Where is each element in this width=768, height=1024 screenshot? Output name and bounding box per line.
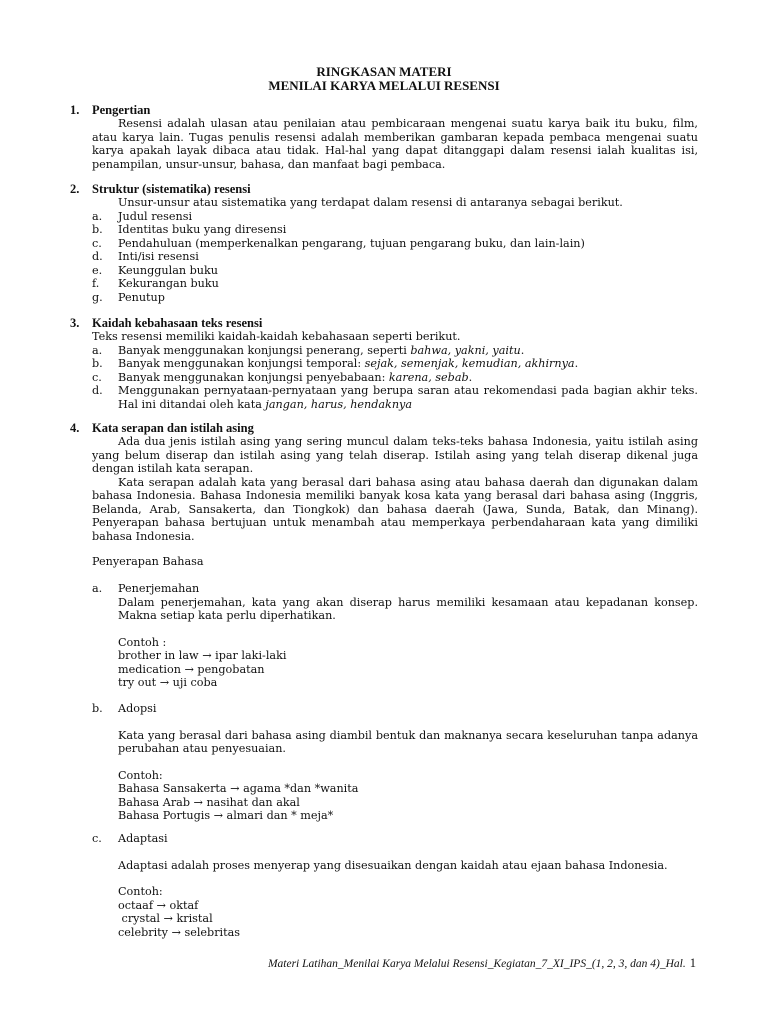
section-pengertian [70, 103, 698, 171]
example-item: Bahasa Portugis → almari dan * meja* [118, 809, 334, 822]
section-heading: 4. Kata serapan dan istilah asing [70, 421, 254, 435]
example-item: celebrity → selebritas [118, 925, 241, 939]
page-footer [268, 956, 696, 971]
list-item: c. Banyak menggunakan konjungsi penyebabaan: karena, sebab. [92, 370, 473, 384]
list-item: d. Inti/isi resensi [92, 250, 199, 263]
document-title: RINGKASAN MATERI [316, 64, 452, 79]
subsection-heading: c. Adaptasi [92, 832, 168, 845]
list-item: a. Banyak menggunakan konjungsi penerang, seperti bahwa, yakni, yaitu. [92, 343, 525, 357]
subsection-adaptasi [92, 832, 698, 939]
penyerapan-heading: Penyerapan Bahasa [92, 555, 204, 568]
section-paragraph: Resensi adalah ulasan atau penilaian atau pembicaraan mengenai suatu karya baik itu buku, film, atau karya lain. Tugas penulis resensi adalah memberikan gambaran kepada pembaca mengenai suatu karya apakah layak dibaca atau tidak. Hal-hal yang dapat ditanggapi dalam resensi ialah kualitas isi, penampilan, unsur-unsur, bahasa, dan manfaat bagi pembaca. [92, 117, 698, 171]
list-item: b. Banyak menggunakan konjungsi temporal: sejak, semenjak, kemudian, akhirnya. [92, 357, 579, 370]
example-item: crystal → kristal [118, 912, 213, 925]
footer-text: Materi Latihan_Menilai Karya Melalui Resensi_Kegiatan_7_XI_IPS_(1, 2, 3, dan 4)_Hal. [267, 958, 686, 970]
list-item: f. Kekurangan buku [92, 277, 219, 290]
example-label: Contoh : [118, 635, 167, 649]
list-item: d. Menggunakan pernyataan-pernyataan yang berupa saran atau rekomendasi pada bagian akhir teks. Hal ini ditandai oleh kata jangan, harus, hendaknya [92, 384, 698, 411]
section-heading: 2. Struktur (sistematika) resensi [70, 182, 251, 196]
section-kata-serapan [70, 421, 698, 543]
list-item: e. Keunggulan buku [92, 263, 218, 277]
example-item: Bahasa Sansakerta → agama *dan *wanita [118, 782, 359, 795]
section-kaidah [70, 316, 698, 411]
list-item: c. Pendahuluan (memperkenalkan pengarang, tujuan pengarang buku, dan lain-lain) [92, 236, 585, 250]
section-intro: Unsur-unsur atau sistematika yang terdapat dalam resensi di antaranya sebagai berikut. [118, 196, 623, 209]
example-item: Bahasa Arab → nasihat dan akal [118, 795, 300, 809]
document-subtitle: MENILAI KARYA MELALUI RESENSI [268, 78, 500, 93]
example-item: try out → uji coba [118, 676, 218, 689]
example-label: Contoh: [118, 885, 163, 898]
subsection-heading: b. Adopsi [92, 702, 157, 715]
example-item: brother in law → ipar laki-laki [118, 649, 287, 662]
section-paragraph: Kata serapan adalah kata yang berasal dari bahasa asing atau bahasa daerah dan digunakan dalam bahasa Indonesia. Bahasa Indonesia memiliki banyak kosa kata yang berasal dari bahasa asing (Inggris, Belanda, Arab, Sansakerta, dan Tiongkok) dan bahasa daerah (Jawa, Sunda, Batak, dan Minang). Penyerapan bahasa bertujuan untuk menambah atau memperkaya perbendaharaan kata yang dimiliki bahasa Indonesia. [92, 475, 698, 543]
example-label: Contoh: [118, 768, 163, 782]
section-struktur [70, 182, 698, 304]
subsection-heading: a. Penerjemahan [92, 582, 200, 595]
subsection-description: Adaptasi adalah proses menyerap yang disesuaikan dengan kaidah atau ejaan bahasa Indonesia. [118, 858, 668, 872]
subsection-adopsi [92, 702, 698, 823]
section-intro: Teks resensi memiliki kaidah-kaidah kebahasaan seperti berikut. [92, 330, 461, 343]
example-item: octaaf → oktaf [118, 898, 199, 912]
section-heading: 3. Kaidah kebahasaan teks resensi [70, 316, 263, 330]
section-heading: 1. Pengertian [70, 103, 151, 117]
example-item: medication → pengobatan [118, 662, 265, 676]
subsection-description: Kata yang berasal dari bahasa asing diambil bentuk dan maknanya secara keseluruhan tanpa adanya perubahan atau penyesuaian. [118, 728, 698, 755]
list-item: b. Identitas buku yang diresensi [92, 223, 287, 236]
list-item: a. Judul resensi [92, 209, 193, 223]
section-paragraph: Ada dua jenis istilah asing yang sering muncul dalam teks-teks bahasa Indonesia, yaitu istilah asing yang belum diserap dan istilah asing yang telah diserap. Istilah asing yang telah diserap dikenal juga dengan istilah kata serapan. [92, 435, 698, 475]
subsection-penerjemahan [92, 582, 698, 690]
subsection-description: Dalam penerjemahan, kata yang akan diserap harus memiliki kesamaan atau kepadanan konsep. Makna setiap kata perlu diperhatikan. [118, 595, 698, 622]
list-item: g. Penutup [92, 290, 165, 304]
page-number: 1 [689, 956, 696, 970]
